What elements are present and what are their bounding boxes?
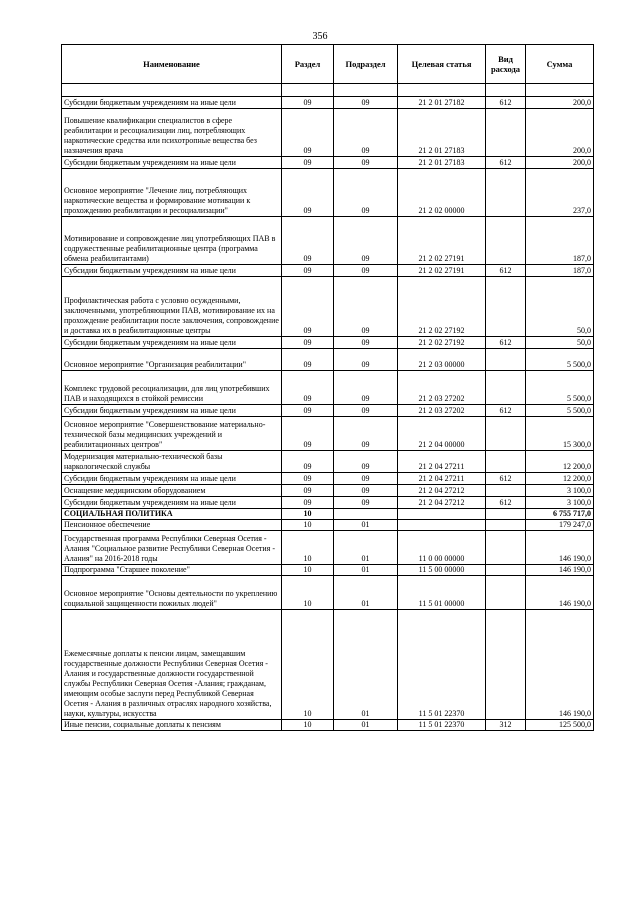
row-subsection: 01 xyxy=(334,576,398,610)
row-subsection: 01 xyxy=(334,520,398,531)
row-name: Иные пенсии, социальные доплаты к пенсиям xyxy=(62,720,282,731)
table-body xyxy=(62,84,594,731)
row-name: Субсидии бюджетным учреждениям на иные цели xyxy=(62,97,282,109)
table-header-row xyxy=(62,45,594,84)
row-section: 09 xyxy=(282,371,334,405)
row-subsection: 09 xyxy=(334,417,398,451)
row-section: 10 xyxy=(282,565,334,576)
row-name: Подпрограмма "Старшее поколение" xyxy=(62,565,282,576)
row-expense-type: 312 xyxy=(486,720,526,731)
header-section: Раздел xyxy=(282,45,334,84)
row-sum: 50,0 xyxy=(526,337,594,349)
row-expense-type xyxy=(486,485,526,497)
row-target-article xyxy=(398,509,486,520)
row-section: 09 xyxy=(282,497,334,509)
table-row xyxy=(62,576,594,610)
row-name: СОЦИАЛЬНАЯ ПОЛИТИКА xyxy=(62,509,282,520)
table-row xyxy=(62,169,594,217)
row-section: 09 xyxy=(282,337,334,349)
row-expense-type xyxy=(486,417,526,451)
row-target-article: 21 2 03 27202 xyxy=(398,405,486,417)
row-sum: 187,0 xyxy=(526,217,594,265)
row-section: 10 xyxy=(282,576,334,610)
row-expense-type: 612 xyxy=(486,97,526,109)
table-row xyxy=(62,451,594,473)
row-sum: 146 190,0 xyxy=(526,576,594,610)
row-expense-type xyxy=(486,109,526,157)
row-name: Субсидии бюджетным учреждениям на иные цели xyxy=(62,473,282,485)
row-target-article: 21 2 02 27191 xyxy=(398,265,486,277)
row-sum: 5 500,0 xyxy=(526,405,594,417)
row-section: 09 xyxy=(282,109,334,157)
row-name: Мотивирование и сопровождение лиц употребляющих ПАВ в содружественные реабилитационные центра (программа обмена реабилитантами) xyxy=(62,217,282,265)
row-subsection: 09 xyxy=(334,485,398,497)
row-section: 09 xyxy=(282,417,334,451)
row-target-article: 21 2 04 27211 xyxy=(398,451,486,473)
row-name: Основное мероприятие "Лечение лиц, потребляющих наркотические вещества и формирование мотивации к прохождению реабилитации и ресоциализации" xyxy=(62,169,282,217)
row-subsection: 09 xyxy=(334,97,398,109)
row-target-article: 11 5 00 00000 xyxy=(398,565,486,576)
row-name: Повышение квалификации специалистов в сфере реабилитации и ресоциализации лиц, потребляющих наркотические средства или психотропные вещества без назначения врача xyxy=(62,109,282,157)
row-sum: 6 755 717,0 xyxy=(526,509,594,520)
row-sum: 146 190,0 xyxy=(526,565,594,576)
row-sum: 15 300,0 xyxy=(526,417,594,451)
row-expense-type xyxy=(486,169,526,217)
row-name: Ежемесячные доплаты к пенсии лицам, замещавшим государственные должности Республики Северная Осетия - Алания и государственные должности государственной службы Республики Северная Осетия -Алания; гражданам, имеющим особые заслуги перед Республикой Северная Осетия - Алания в различных отраслях народного хозяйства, науки, культуры, искусства xyxy=(62,610,282,720)
table-row xyxy=(62,265,594,277)
row-subsection: 09 xyxy=(334,371,398,405)
row-sum: 12 200,0 xyxy=(526,473,594,485)
row-subsection: 01 xyxy=(334,531,398,565)
row-section: 09 xyxy=(282,405,334,417)
row-target-article: 21 2 03 00000 xyxy=(398,349,486,371)
table-row xyxy=(62,473,594,485)
row-expense-type xyxy=(486,565,526,576)
table-row xyxy=(62,520,594,531)
row-subsection: 09 xyxy=(334,217,398,265)
row-target-article: 21 2 04 27211 xyxy=(398,473,486,485)
row-expense-type: 612 xyxy=(486,337,526,349)
row-subsection xyxy=(334,509,398,520)
row-section: 09 xyxy=(282,265,334,277)
row-target-article: 11 5 01 22370 xyxy=(398,720,486,731)
row-sum: 12 200,0 xyxy=(526,451,594,473)
row-section: 10 xyxy=(282,531,334,565)
row-subsection: 09 xyxy=(334,109,398,157)
table-row xyxy=(62,337,594,349)
row-target-article: 21 2 04 27212 xyxy=(398,497,486,509)
row-name: Субсидии бюджетным учреждениям на иные цели xyxy=(62,157,282,169)
spacer-row xyxy=(62,84,594,97)
row-name: Модернизация материально-технической базы наркологической службы xyxy=(62,451,282,473)
table-row xyxy=(62,497,594,509)
row-expense-type xyxy=(486,576,526,610)
row-expense-type: 612 xyxy=(486,473,526,485)
row-expense-type: 612 xyxy=(486,497,526,509)
header-name: Наименование xyxy=(62,45,282,84)
row-expense-type xyxy=(486,277,526,337)
row-target-article: 21 2 03 27202 xyxy=(398,371,486,405)
row-target-article: 21 2 02 27191 xyxy=(398,217,486,265)
row-target-article: 21 2 04 00000 xyxy=(398,417,486,451)
row-subsection: 09 xyxy=(334,277,398,337)
row-section: 09 xyxy=(282,451,334,473)
row-expense-type xyxy=(486,451,526,473)
header-expense-type: Вид расхода xyxy=(486,45,526,84)
row-name: Субсидии бюджетным учреждениям на иные цели xyxy=(62,497,282,509)
row-expense-type xyxy=(486,349,526,371)
row-subsection: 09 xyxy=(334,349,398,371)
row-name: Оснащение медицинским оборудованием xyxy=(62,485,282,497)
row-section: 09 xyxy=(282,473,334,485)
row-name: Субсидии бюджетным учреждениям на иные цели xyxy=(62,405,282,417)
row-subsection: 01 xyxy=(334,610,398,720)
row-subsection: 09 xyxy=(334,451,398,473)
row-name: Субсидии бюджетным учреждениям на иные цели xyxy=(62,337,282,349)
row-section: 09 xyxy=(282,169,334,217)
row-sum: 5 500,0 xyxy=(526,371,594,405)
row-sum: 3 100,0 xyxy=(526,485,594,497)
row-expense-type xyxy=(486,509,526,520)
row-expense-type xyxy=(486,520,526,531)
row-sum: 5 500,0 xyxy=(526,349,594,371)
row-section: 09 xyxy=(282,277,334,337)
row-target-article: 21 2 01 27182 xyxy=(398,97,486,109)
table-row xyxy=(62,97,594,109)
spacer-cell xyxy=(282,84,334,97)
row-name: Основное мероприятие "Совершенствование материально-технической базы медицинских учреждений и реабилитационных центров" xyxy=(62,417,282,451)
row-sum: 179 247,0 xyxy=(526,520,594,531)
table-row xyxy=(62,371,594,405)
row-sum: 187,0 xyxy=(526,265,594,277)
table-row xyxy=(62,417,594,451)
row-name: Основное мероприятие "Организация реабилитации" xyxy=(62,349,282,371)
row-section: 10 xyxy=(282,520,334,531)
table-row xyxy=(62,277,594,337)
row-name: Комплекс трудовой ресоциализации, для лиц употребивших ПАВ и находящихся в стойкой ремиссии xyxy=(62,371,282,405)
row-name: Профилактическая работа с условно осужденными, заключенными, употребляющими ПАВ, мотивирование их на прохождение реабилитации после заключения, сопровождение и доставка их в реабилитационные центры xyxy=(62,277,282,337)
row-sum: 200,0 xyxy=(526,157,594,169)
row-sum: 146 190,0 xyxy=(526,610,594,720)
row-section: 09 xyxy=(282,485,334,497)
row-expense-type: 612 xyxy=(486,157,526,169)
row-subsection: 09 xyxy=(334,473,398,485)
row-target-article: 21 2 02 00000 xyxy=(398,169,486,217)
row-name: Основное мероприятие "Основы деятельности по укреплению социальной защищенности пожилых людей" xyxy=(62,576,282,610)
row-sum: 146 190,0 xyxy=(526,531,594,565)
table-row xyxy=(62,565,594,576)
table-row xyxy=(62,405,594,417)
spacer-cell xyxy=(526,84,594,97)
table-row xyxy=(62,720,594,731)
row-target-article: 11 5 01 22370 xyxy=(398,610,486,720)
budget-table-container xyxy=(61,44,593,731)
row-section: 09 xyxy=(282,157,334,169)
row-name: Субсидии бюджетным учреждениям на иные цели xyxy=(62,265,282,277)
row-expense-type xyxy=(486,371,526,405)
table-row xyxy=(62,217,594,265)
table-row xyxy=(62,157,594,169)
spacer-cell xyxy=(62,84,282,97)
spacer-cell xyxy=(334,84,398,97)
row-target-article: 21 2 01 27183 xyxy=(398,157,486,169)
row-section: 09 xyxy=(282,217,334,265)
row-section: 10 xyxy=(282,509,334,520)
row-subsection: 01 xyxy=(334,565,398,576)
row-target-article: 21 2 02 27192 xyxy=(398,277,486,337)
table-row xyxy=(62,109,594,157)
row-target-article: 21 2 02 27192 xyxy=(398,337,486,349)
row-sum: 125 500,0 xyxy=(526,720,594,731)
row-sum: 3 100,0 xyxy=(526,497,594,509)
row-subsection: 09 xyxy=(334,497,398,509)
row-target-article xyxy=(398,520,486,531)
row-name: Пенсионное обеспечение xyxy=(62,520,282,531)
spacer-cell xyxy=(486,84,526,97)
table-row xyxy=(62,349,594,371)
row-target-article: 11 5 01 00000 xyxy=(398,576,486,610)
page-number: 356 xyxy=(312,31,328,42)
row-expense-type xyxy=(486,610,526,720)
row-expense-type xyxy=(486,217,526,265)
spacer-cell xyxy=(398,84,486,97)
row-expense-type: 612 xyxy=(486,265,526,277)
row-target-article: 21 2 04 27212 xyxy=(398,485,486,497)
row-subsection: 09 xyxy=(334,337,398,349)
row-section: 10 xyxy=(282,610,334,720)
row-subsection: 09 xyxy=(334,265,398,277)
row-subsection: 09 xyxy=(334,405,398,417)
row-expense-type xyxy=(486,531,526,565)
header-sum: Сумма xyxy=(526,45,594,84)
row-sum: 50,0 xyxy=(526,277,594,337)
table-row xyxy=(62,509,594,520)
row-sum: 200,0 xyxy=(526,97,594,109)
row-name: Государственная программа Республики Северная Осетия - Алания "Социальное развитие Республики Северная Осетия - Алания" на 2016-2018 годы xyxy=(62,531,282,565)
row-subsection: 09 xyxy=(334,169,398,217)
row-subsection: 09 xyxy=(334,157,398,169)
row-target-article: 21 2 01 27183 xyxy=(398,109,486,157)
row-subsection: 01 xyxy=(334,720,398,731)
row-section: 10 xyxy=(282,720,334,731)
table-row xyxy=(62,531,594,565)
header-subsection: Подраздел xyxy=(334,45,398,84)
budget-table xyxy=(61,44,594,731)
row-section: 09 xyxy=(282,97,334,109)
row-target-article: 11 0 00 00000 xyxy=(398,531,486,565)
table-row xyxy=(62,485,594,497)
table-row xyxy=(62,610,594,720)
row-expense-type: 612 xyxy=(486,405,526,417)
header-target-article: Целевая статья xyxy=(398,45,486,84)
row-section: 09 xyxy=(282,349,334,371)
row-sum: 237,0 xyxy=(526,169,594,217)
row-sum: 200,0 xyxy=(526,109,594,157)
